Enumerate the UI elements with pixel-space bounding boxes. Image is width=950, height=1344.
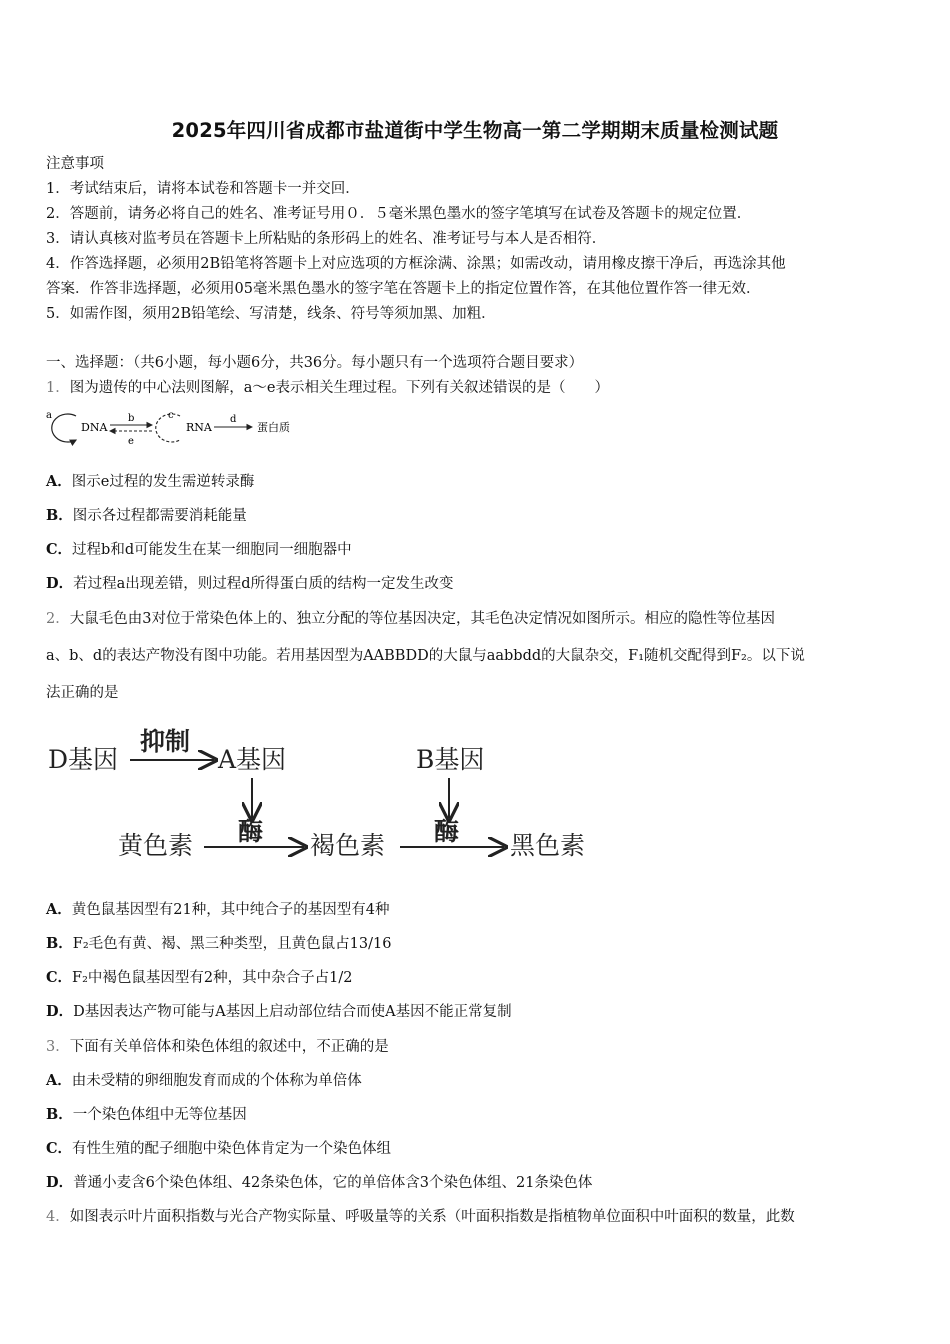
section-heading: 一、选择题：（共6小题，每小题6分，共36分。每小题只有一个选项符合题目要求）	[46, 355, 584, 371]
option-letter: D．	[46, 1003, 74, 1020]
option-b[interactable]	[46, 1103, 247, 1124]
question-stem-line: 法正确的是	[46, 685, 119, 701]
option-text: F₂毛色有黄、褐、黑三种类型，且黄色鼠占13/16	[72, 936, 392, 952]
label-c: c	[168, 410, 174, 421]
notice-item: 3．请认真核对监考员在答题卡上所粘贴的条形码上的姓名、准考证号与本人是否相符．	[46, 231, 607, 247]
label-a: a	[46, 410, 52, 421]
label-b: b	[128, 413, 135, 424]
option-a[interactable]	[46, 1069, 362, 1090]
label-d: d	[230, 414, 237, 425]
label-protein: 蛋白质	[257, 421, 290, 434]
option-letter: C．	[46, 541, 73, 558]
option-letter: D．	[46, 575, 74, 592]
question-4	[46, 1205, 795, 1226]
black-pigment-label: 黑色素	[510, 831, 586, 860]
label-e: e	[128, 436, 134, 447]
question-number: 3．	[46, 1039, 70, 1055]
option-d[interactable]	[46, 1171, 592, 1192]
option-text: 由未受精的卵细胞发育而成的个体称为单倍体	[71, 1073, 362, 1089]
option-b[interactable]	[46, 504, 247, 525]
yellow-pigment-label: 黄色素	[118, 831, 194, 860]
option-text: D基因表达产物可能与A基因上启动部位结合而使A基因不能正常复制	[73, 1004, 512, 1020]
option-c[interactable]	[46, 966, 352, 987]
option-d[interactable]	[46, 572, 454, 593]
page-title: 2025年四川省成都市盐道街中学生物高一第二学期期末质量检测试题	[171, 119, 779, 142]
question-number: 4．	[46, 1209, 70, 1225]
question-3	[46, 1035, 389, 1056]
option-letter: D．	[46, 1174, 74, 1191]
a-gene-label: A基因	[218, 745, 287, 774]
option-text: F₂中褐色鼠基因型有2种，其中杂合子占1/2	[72, 970, 353, 986]
notice-item: 答案．作答非选择题，必须用05毫米黑色墨水的签字笔在答题卡上的指定位置作答，在其他位置作答一律无效．	[46, 281, 761, 297]
replication-arrow	[52, 414, 76, 442]
question-stem: 大鼠毛色由3对位于常染色体上的、独立分配的等位基因决定，其毛色决定情况如图所示。相应的隐性等位基因	[69, 611, 775, 627]
option-letter: A．	[46, 473, 72, 490]
option-c[interactable]	[46, 1137, 391, 1158]
option-a[interactable]	[46, 470, 254, 491]
option-text: 若过程a出现差错，则过程d所得蛋白质的结构一定发生改变	[73, 576, 454, 592]
question-1	[46, 376, 609, 397]
option-letter: B．	[46, 935, 73, 952]
option-letter: C．	[46, 1140, 73, 1157]
notice-item: 4．作答选择题，必须用2B铅笔将答题卡上对应选项的方框涂满、涂黑；如需改动，请用橡皮擦干净后，再选涂其他	[46, 256, 786, 272]
question-number: 1．	[46, 380, 70, 396]
option-text: 图示各过程都需要消耗能量	[72, 508, 247, 524]
d-gene-label: D基因	[48, 745, 119, 774]
enzyme-label: 酶	[434, 817, 460, 846]
brown-pigment-label: 褐色素	[310, 831, 386, 860]
option-text: 有性生殖的配子细胞中染色体肯定为一个染色体组	[72, 1141, 392, 1157]
b-gene-label: B基因	[416, 745, 485, 774]
label-rna: RNA	[186, 421, 212, 434]
question-stem: 图为遗传的中心法则图解，a～e表示相关生理过程。下列有关叙述错误的是（ ）	[69, 380, 609, 396]
option-text: 一个染色体组中无等位基因	[72, 1107, 247, 1123]
notice-heading: 注意事项	[46, 156, 104, 172]
notice-item: 1．考试结束后，请将本试卷和答题卡一并交回．	[46, 181, 360, 197]
inhibit-label: 抑制	[140, 727, 191, 756]
option-letter: B．	[46, 1106, 73, 1123]
option-d[interactable]	[46, 1000, 512, 1021]
coat-color-pathway-diagram	[46, 722, 626, 872]
option-b[interactable]	[46, 932, 391, 953]
question-stem-line: a、b、d的表达产物没有图中功能。若用基因型为AABBDD的大鼠与aabbdd的大鼠杂交，F₁随机交配得到F₂。以下说	[46, 648, 805, 664]
option-letter: A．	[46, 1072, 72, 1089]
option-c[interactable]	[46, 538, 352, 559]
option-text: 图示e过程的发生需逆转录酶	[71, 474, 255, 490]
option-a[interactable]	[46, 898, 389, 919]
label-dna: DNA	[81, 421, 108, 434]
question-stem: 如图表示叶片面积指数与光合产物实际量、呼吸量等的关系（叶面积指数是指植物单位面积中叶面积的数量，此数	[69, 1209, 795, 1225]
notice-item: 2．答题前，请务必将自己的姓名、准考证号用０．５毫米黑色墨水的签字笔填写在试卷及答题卡的规定位置．	[46, 206, 752, 222]
central-dogma-diagram	[46, 404, 316, 450]
question-2	[46, 607, 775, 628]
option-letter: C．	[46, 969, 73, 986]
enzyme-label: 酶	[238, 817, 264, 846]
option-text: 过程b和d可能发生在某一细胞同一细胞器中	[72, 542, 352, 558]
notice-item: 5．如需作图，须用2B铅笔绘、写清楚，线条、符号等须加黑、加粗．	[46, 306, 496, 322]
option-text: 普通小麦含6个染色体组、42条染色体，它的单倍体含3个染色体组、21条染色体	[73, 1175, 593, 1191]
option-letter: A．	[46, 901, 72, 918]
question-number: 2．	[46, 611, 70, 627]
option-text: 黄色鼠基因型有21种，其中纯合子的基因型有4种	[71, 902, 390, 918]
option-letter: B．	[46, 507, 73, 524]
question-stem: 下面有关单倍体和染色体组的叙述中，不正确的是	[69, 1039, 389, 1055]
